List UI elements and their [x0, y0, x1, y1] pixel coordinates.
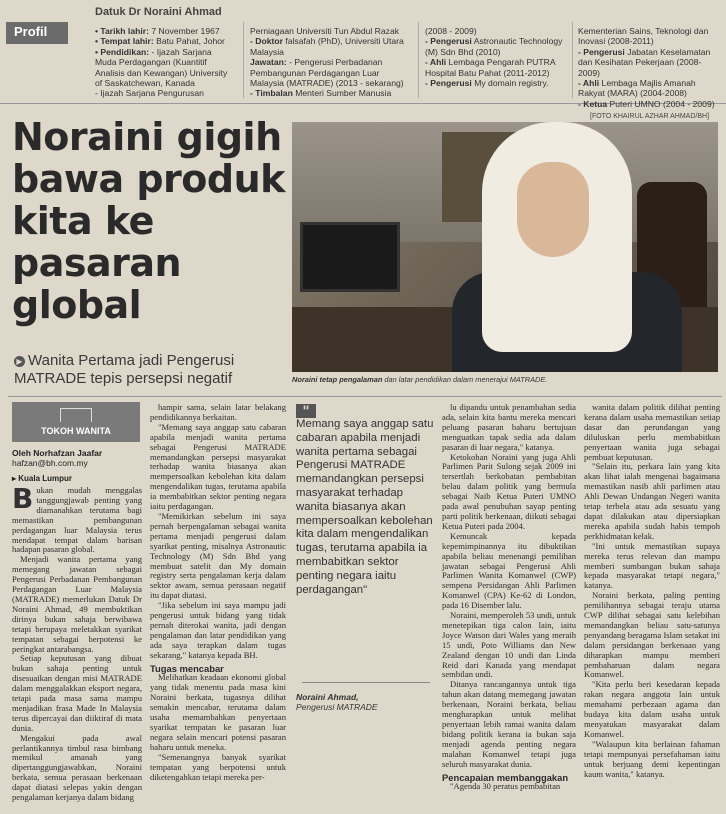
profile-entry-text: Puteri UMNO (2004 - 2009)	[607, 98, 715, 109]
profile-entry-label: - Pengerusi	[578, 46, 625, 57]
byline-name: Oleh Norhafzan Jaafar	[12, 448, 103, 458]
dateline: ▸ Kuala Lumpur	[12, 474, 73, 483]
profile-entry-label: • Tarikh lahir:	[95, 26, 149, 36]
article-paragraph: Ketokohan Noraini yang juga Ahli Parlimen Parit Sulong sejak 2009 ini tersertlah berkobatan pembabitan belau dalam politik yang bermula sebagai Naib Ketua Puteri UMNO pada awal penubuhan sayap penting parti politik berkenaan, diikuti sebagai Ketua Puteri pada 2004.	[442, 451, 576, 531]
profile-divider	[243, 22, 244, 98]
profile-entry-label: - Pengerusi	[425, 36, 472, 47]
article-column-4	[584, 403, 720, 779]
article-paragraph: wanita dalam politik dilihat penting kerana dalam usaha memastikan setiap dasar dan perundangan yang diluluskan perlu membabitkan penyertaan wanita juga sebagai pembuat keputusan.	[584, 402, 720, 462]
profile-entry	[425, 57, 565, 78]
profile-entry	[95, 47, 235, 89]
byline	[12, 448, 102, 468]
article-paragraph: "Jika sebelum ini saya mampu jadi pengerusi untuk bidang yang tidak pernah diterokai wanita, jadi dengan pengalaman dan latar pendidikan yang ada saya terapkan dalam tugas sekarang," katanya kepada BH.	[150, 600, 286, 660]
article-column-1	[12, 482, 142, 803]
profile-entry-label: - Pengerusi	[425, 78, 472, 89]
subheadline	[14, 352, 284, 388]
profile-column-2	[250, 26, 410, 99]
profile-divider	[418, 22, 419, 98]
profile-entry-label: Jawatan:	[250, 57, 287, 68]
profile-entry	[578, 47, 718, 78]
profile-entry-label: - Doktor	[250, 36, 283, 47]
tokoh-wanita-badge	[12, 402, 140, 442]
article-paragraph: "Kita perlu beri kesedaran kepada rakan negara anggota lain untuk memahami perbezaan agama dan budaya kita dalam usaha untuk menyatukan masyarakat dalam Komanwel.	[584, 679, 720, 739]
article-paragraph: Mengakui pada awal perlantikannya timbul rasa bimbang memikul amanah yang dipertanggungjawabkan, Noraini berkata, semua perasaan berkenaan dapat diatasi selepas yakin dengan pengalaman kerjanya dalam bidang	[12, 732, 142, 803]
quote-name: Noraini Ahmad,	[296, 692, 359, 702]
profile-entry-label: - Ahli	[425, 57, 447, 68]
profile-entry-label: • Tempat lahir:	[95, 36, 154, 47]
article-subheading: Pencapaian membanggakan	[442, 771, 569, 783]
profile-entry-label: - Ketua	[578, 98, 608, 109]
article-paragraph: Melihatkan keadaan ekonomi global yang tidak menentu pada masa kini Noraini berkata, tugasnya dilihat semakin mencabar, terutama dalam usaha memambahkan penyertaan syarikat tempatan ke pasaran luar negara selain mencari potensi pasaran baharu untuk meneka.	[150, 672, 286, 752]
profile-entry-text: Kementerian Sains, Teknologi dan Inovasi (2008-2011)	[578, 26, 709, 47]
article-paragraph: "Walaupun kita berlainan fahaman tetapi mempunyai persefahaman iaitu untuk berjuang demi kepentingan kaum wanita," katanya.	[584, 738, 720, 779]
article-paragraph: Setiap keputusan yang dibuat bukan sahaja penting untuk disesuaikan dengan misi MATRADE dalam menggalakkan eksport negara, tetapi pada masa sama mampu menjadikan frasa Made In Malaysia terus dipercayai dan diiktiraf di mata dunia.	[12, 653, 142, 733]
article-paragraph: "Memang saya anggap satu cabaran apabila menjadi wanita pertama sebagai Pengerusi MATRADE memandangkan persepsi masyarakat terhadap wanita biasanya akan mempersoalkan kebolehan kita dalam mengendalikan tugas, terutama apabila ia membabitkan sektor penting negara iaitu perdagangan.	[150, 421, 286, 512]
profile-entry-text: falsafah (PhD), Universiti Utara Malaysia	[250, 36, 404, 57]
profile-entry	[250, 88, 410, 98]
profile-entry-text: - Ijazah Sarjana Muda Perdagangan (Kuantitif Analisis dan Kewangan) University of Saskatchewan, Kanada	[95, 46, 228, 89]
photo-credit: [FOTO KHAIRUL AZHAR AHMAD/BH]	[590, 113, 710, 120]
article-paragraph: "Ini untuk memastikan supaya mereka terus relevan dan mampu memberi sumbangan bukan sahaja kepada masyarakat tetapi negara," katanya.	[584, 540, 720, 591]
article-subheading: Tugas mencabar	[150, 662, 224, 674]
profile-entry-text: - Pengerusi Perbadanan Pembangunan Perdagangan Luar Malaysia (MATRADE) (2013 - sekarang)	[250, 57, 404, 89]
profile-entry-text: (2008 - 2009)	[425, 26, 477, 36]
quote-role: Pengerusi MATRADE	[296, 702, 378, 712]
pull-quote: Memang saya anggap satu cabaran apabila menjadi wanita pertama sebagai Pengerusi MATRADE memandangkan persepsi masyarakat terhadap wanita biasanya akan mempersoalkan kebolehan kita dalam mengendalikan tugas, terutama apabila ia membabitkan sektor penting negara iaitu perdagangan"	[296, 418, 434, 596]
profile-entry	[578, 78, 718, 99]
article-column-2	[150, 403, 286, 782]
profile-entry-text: My domain registry.	[471, 78, 549, 89]
profile-entry-text: Batu Pahat, Johor	[153, 36, 225, 47]
profile-entry	[425, 78, 565, 88]
profile-entry	[250, 26, 410, 36]
profile-entry-text: 7 November 1967	[148, 26, 220, 36]
profile-column-3	[425, 26, 565, 88]
article-paragraph: "Memikirkan sebelum ini saya pernah berpengalaman sebagai wanita pertama menjadi pengerusi dalam syarikat penting, misalnya Astronautic Technology (M) Sdn Bhd yang membuat satelit dan My domain registry serta pengalaman kerja dalam sektor awam, semua perasaan negatif itu dapat diatasi.	[150, 510, 286, 601]
article-paragraph: Menjadi wanita pertama yang memegang jawatan sebagai Pengerusi Perbadanan Pembangunan Perdagangan Luar Malaysia (MATRADE) memerlukan Datuk Dr Noraini Ahmad, 49 membuktikan dirinya bukan sahaja berwibawa tetapi berupaya meletakkan syarikat tempatan sebagai berpotensi ke peringkat antarabangsa.	[12, 554, 142, 654]
quote-mark-icon: "	[296, 404, 316, 418]
headline: Noraini gigih bawa produk kita ke pasaran global	[12, 115, 285, 327]
dateline-text: Kuala Lumpur	[18, 474, 73, 483]
caption-bold: Noraini tetap pengalaman	[292, 375, 383, 384]
article-paragraph: "Semenangnya banyak syarikat tempatan yang berpotensi untuk diketengahkan tetapi mereka per-	[150, 751, 286, 782]
article-paragraph: Ditanya rancangannya untuk tiga tahun akan datang memegang jawatan berkenaan, Noraini berkata, beliau mengharapkan untuk melihat penyertaan lebih ramai wanita dalam bidang politik kerana ia bukan saja menjadi agenda penting negara malahan Komanwel tetapi juga seluruh masyarakat dunia.	[442, 679, 576, 769]
profile-entry	[95, 36, 235, 46]
profile-entry-text: Lembaga Pengarah PUTRA Hospital Batu Pahat (2011-2012)	[425, 57, 556, 78]
profile-entry	[578, 26, 718, 47]
article-column-3	[442, 403, 576, 792]
profile-entry	[250, 36, 410, 57]
article-paragraph: ukan mudah menggalas tanggungjawab penting yang diamanahkan terutama bagi memastikan pembangunan perdagangan luar Malaysia terus mendapat tempat dalam barisan hadapan pasaran global.	[12, 485, 142, 555]
profile-entry	[250, 57, 410, 88]
profile-entry	[425, 26, 565, 36]
tokoh-label: TOKOH WANITA	[41, 426, 111, 436]
article-paragraph: hampir sama, selain latar belakang pendidikannya berkaitan.	[150, 402, 286, 422]
arrow-right-icon: ▶	[14, 356, 25, 367]
profile-entry-text: Lembaga Majlis Amanah Rakyat (MARA) (2004-2008)	[578, 78, 696, 99]
article-paragraph: lu dipandu untuk penambahan sedia ada, selain kita bantu mereka mencari peluang pasaran baharu bertujuan menguatkan tapak sedia ada dalam pasaran di luar negara," katanya.	[442, 402, 576, 452]
quote-divider	[302, 682, 430, 683]
profile-column-1	[95, 26, 235, 99]
article-paragraph: "Selain itu, perkara lain yang kita akan lihat ialah mengenai bagaimana memastikan nasib ahli parlimen atau Ahli Dewan Undangan Negeri wanita tetap terbela atau ada sesuatu yang dapat dilakukan atau dipersiapkan mereka apabila sudah habis tempoh perkhidmatan kelak.	[584, 461, 720, 541]
article-paragraph: Noraini berkata, paling penting pemilihannya sebagai teraju utama CWP dilihat sebagai satu kelebihan memandangkan beliau satu-satunya penyandang beragama Islam setakat ini dalam persidangan berkenaan yang diharapkan mampu memberi pembaharuan dalam negara Komanwel.	[584, 590, 720, 680]
article-paragraph: "Agenda 30 peratus pembabitan	[450, 781, 561, 792]
profile-entry-label: - Timbalan	[250, 88, 293, 99]
article-paragraph: Noraini, memperoleh 53 undi, untuk menetepikan tiga calon lain, iaitu Joyce Watson dari Wales yang meraih 15 undi, Poto Williams dan New Zealand dengan 10 undi dan Linda Reid dari Kanada yang mendapat sembilan undi.	[442, 610, 576, 680]
profile-entry-label: • Pendidikan:	[95, 46, 150, 57]
photo-monitor	[300, 222, 400, 292]
subheadline-text: Wanita Pertama jadi Pengerusi MATRADE tepis persepsi negatif	[14, 352, 235, 387]
profile-entry	[95, 26, 235, 36]
article-paragraph: Kemuncak kepada kepemimpinannya itu dibuktikan apabila beliau menenangi pemilihan jawatan sebagai Pengerusi Ahli Parlimen Wanita Komanwel (CWP) sempena Persidangan Ahli Parlimen Komanwel (CPA) Ke-62 di London, pada 16 Disember lalu.	[442, 530, 576, 611]
profile-tag: Profil	[6, 22, 68, 44]
portrait-photo	[292, 122, 718, 372]
profile-entry	[95, 88, 235, 98]
profile-name: Datuk Dr Noraini Ahmad	[95, 6, 222, 18]
photo-person-face	[517, 162, 589, 257]
profile-strip	[0, 0, 726, 109]
profile-entry-label: - Ahli	[578, 78, 600, 89]
profile-entry	[425, 36, 565, 57]
quote-source	[296, 692, 378, 712]
photo-caption	[292, 375, 722, 384]
byline-email: hafzan@bh.com.my	[12, 458, 88, 468]
drop-cap: B	[12, 482, 34, 515]
caption-text: dan latar pendidikan dalam menerajui MATRADE.	[382, 375, 548, 384]
profile-entry-text: Perniagaan Universiti Tun Abdul Razak	[250, 26, 400, 36]
profile-divider	[572, 22, 573, 98]
profile-entry-text: Astronautic Technology (M) Sdn Bhd (2010)	[425, 36, 563, 57]
building-icon	[60, 408, 92, 422]
divider	[8, 396, 722, 397]
profile-column-4	[578, 26, 718, 109]
profile-entry-text: - Ijazah Sarjana Pengurusan	[95, 88, 204, 99]
profile-entry	[578, 99, 718, 109]
profile-entry-text: Menteri Sumber Manusia	[292, 88, 392, 99]
profile-entry-text: Jabatan Keselamatan dan Kesihatan Pekerjaan (2008-2009)	[578, 46, 711, 78]
